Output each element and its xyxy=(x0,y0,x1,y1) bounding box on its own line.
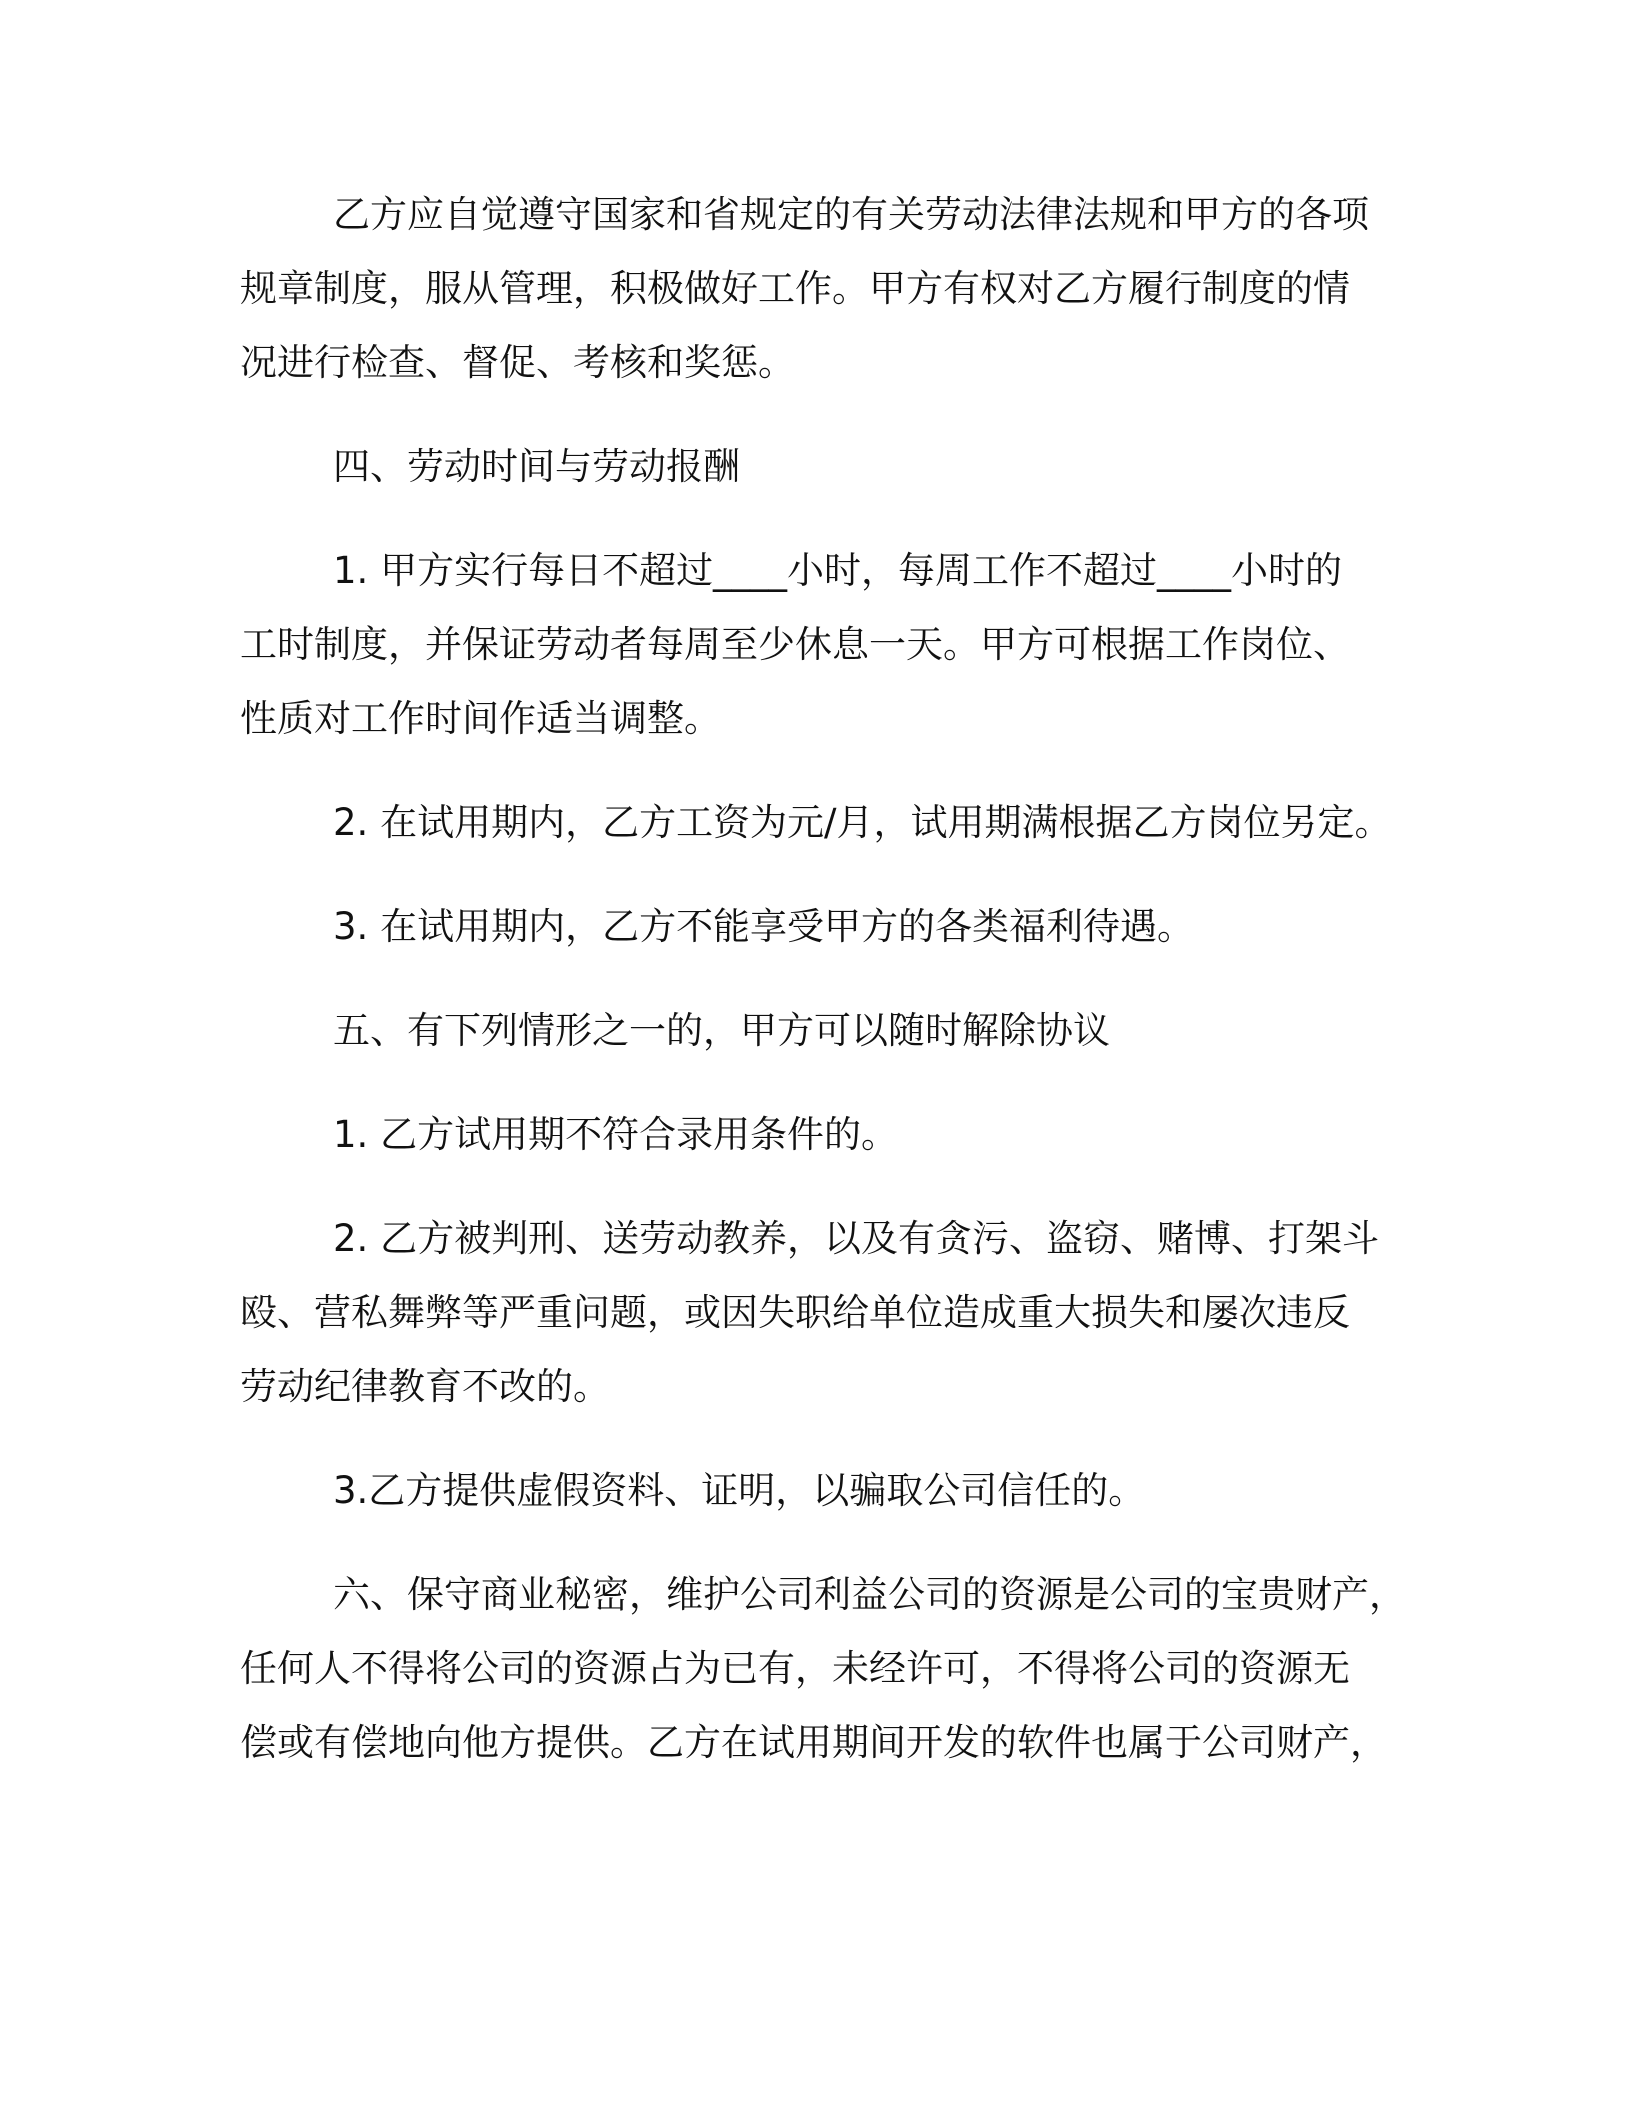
clause-5-3 xyxy=(240,1454,1410,1528)
text-line: 规章制度，服从管理，积极做好工作。甲方有权对乙方履行制度的情 xyxy=(240,267,1350,310)
text-line: 1. 乙方试用期不符合录用条件的。 xyxy=(333,1113,899,1156)
paragraph-rules-compliance xyxy=(240,178,1410,400)
clause-4-2 xyxy=(240,786,1410,860)
text-line: 劳动纪律教育不改的。 xyxy=(240,1365,610,1408)
text-line: 任何人不得将公司的资源占为已有，未经许可，不得将公司的资源无 xyxy=(240,1647,1350,1690)
document-body xyxy=(240,178,1410,1810)
text-line: 3. 在试用期内，乙方不能享受甲方的各类福利待遇。 xyxy=(333,905,1195,948)
text-line: 况进行检查、督促、考核和奖惩。 xyxy=(240,341,795,384)
heading-text: 五、有下列情形之一的，甲方可以随时解除协议 xyxy=(333,1009,1110,1052)
clause-4-3 xyxy=(240,890,1410,964)
text-line: 3.乙方提供虚假资料、证明，以骗取公司信任的。 xyxy=(333,1469,1146,1512)
text-line: 殴、营私舞弊等严重问题，或因失职给单位造成重大损失和屡次违反 xyxy=(240,1291,1350,1334)
text-line: 2. 乙方被判刑、送劳动教养，以及有贪污、盗窃、赌博、打架斗 xyxy=(333,1217,1380,1260)
text-line: 工时制度，并保证劳动者每周至少休息一天。甲方可根据工作岗位、 xyxy=(240,623,1350,666)
text-line: 乙方应自觉遵守国家和省规定的有关劳动法律法规和甲方的各项 xyxy=(333,193,1369,236)
section-heading-5 xyxy=(240,994,1410,1068)
clause-5-2 xyxy=(240,1202,1410,1424)
clause-5-1 xyxy=(240,1098,1410,1172)
heading-text: 四、劳动时间与劳动报酬 xyxy=(333,445,740,488)
text-line: 偿或有偿地向他方提供。乙方在试用期间开发的软件也属于公司财产， xyxy=(240,1721,1387,1764)
clause-4-1 xyxy=(240,534,1410,756)
text-line: 性质对工作时间作适当调整。 xyxy=(240,697,721,740)
section-heading-4 xyxy=(240,430,1410,504)
text-line: 2. 在试用期内，乙方工资为元/月，试用期满根据乙方岗位另定。 xyxy=(333,801,1392,844)
text-line: 六、保守商业秘密，维护公司利益公司的资源是公司的宝贵财产， xyxy=(333,1573,1406,1616)
text-line: 1. 甲方实行每日不超过____小时，每周工作不超过____小时的 xyxy=(333,549,1343,592)
section-heading-6 xyxy=(240,1558,1410,1780)
